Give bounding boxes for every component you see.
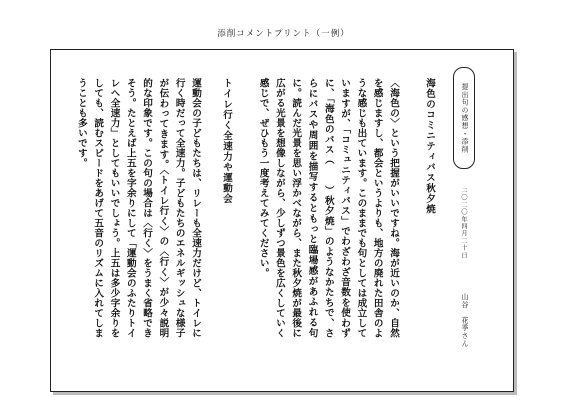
submission-badge [453, 67, 475, 169]
date-label: 二〇二〇年四月二十日 [460, 187, 467, 259]
author-name: 山谷 花季さん [460, 293, 468, 348]
badge-label: 提出句の感想・添削 [460, 82, 468, 154]
haiku-heading-2: トイレ行く全速力や運動会 [221, 78, 232, 204]
comment-paragraph-1: 〈海色の〉という把握がいいですね。海が近いのか、自然を感じますし、都会というよりも、地方の廃れた田舎のような感じも出ています。このままでも句としては成立していますが、「コミュニティバス」でわざわざ音数を使わずに、「海色のバス（ ）秋夕焼」のようなかたちで、さらにバスや周囲を描写するともっと臨場感があふれる句に。読んだ光景を思い浮かべながら、また秋夕焼が最後に広がる光景を想像しながら、少しずつ景色を広くしていく感じで、ぜひもう一度考えてみてください。 [257, 78, 399, 338]
comment-sheet [50, 49, 514, 392]
document-title: 添削コメントプリント（一例） [217, 29, 350, 39]
comment-paragraph-2: 運動会の子どもたちは、リレーも全速力だけど、トイレに行く時だって全速力。子どもたちのエネルギッシュな様子が伝わってきます。〈トイレ行く〉の〈行く〉が少々説明的な印象です。この句の場合は〈行く〉をうまく省略できそう。たとえば上五を字余りにして「運動会のふたりトイレへ全速力」としてもいいでしょう。上五は多少字余りをしても、読むスピードをあげて五音のリズムに入れてしまうことも多いです。 [75, 78, 201, 338]
haiku-heading-1: 海色のコミニティバス秋夕焼 [424, 78, 435, 215]
